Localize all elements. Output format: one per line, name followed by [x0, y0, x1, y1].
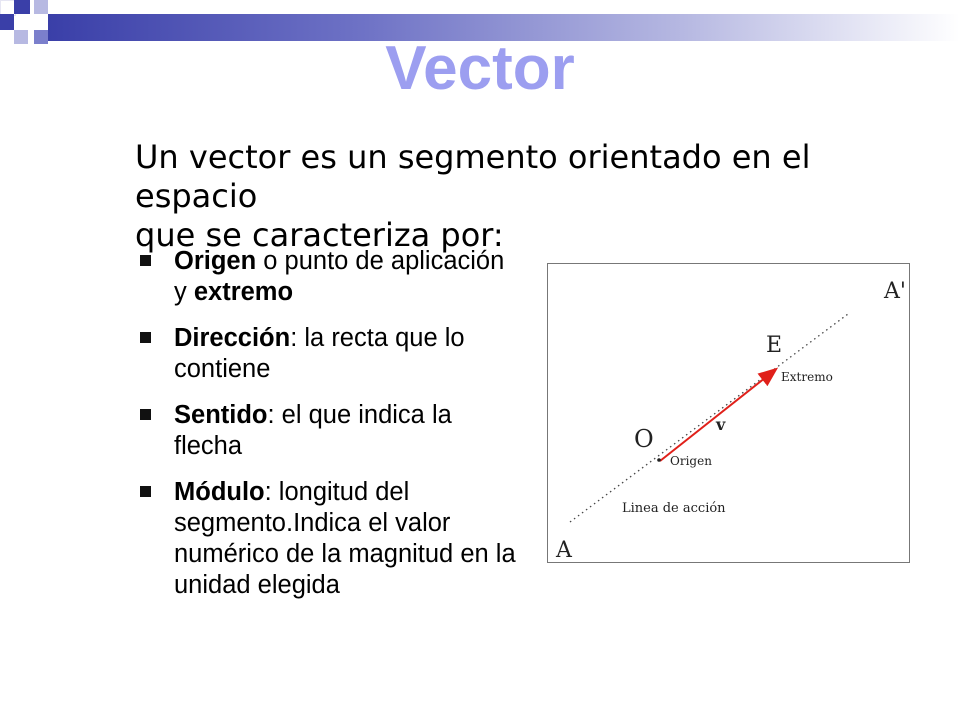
description: : longitud del segmento.Indica el valor numérico de la magnitud en la unidad elegida: [174, 478, 516, 599]
decor-square: [14, 0, 30, 14]
list-item: [140, 400, 520, 462]
label-extremo: Extremo: [781, 370, 833, 384]
bullet-square-icon: [140, 332, 151, 343]
label-e: E: [766, 333, 783, 358]
origin-point: [657, 458, 661, 462]
label-origen: Origen: [670, 454, 712, 468]
vector-diagram: [547, 263, 910, 563]
label-o: O: [634, 425, 654, 453]
decor-square: [34, 0, 48, 14]
label-a: A: [556, 538, 572, 562]
list-item: [140, 246, 520, 308]
description: : la recta que lo contiene: [174, 324, 465, 383]
bullet-square-icon: [140, 486, 151, 497]
decor-square: [0, 14, 14, 30]
term: Origen: [174, 247, 257, 275]
label-v: v: [716, 415, 726, 434]
term: Dirección: [174, 324, 291, 352]
list-item: [140, 477, 520, 601]
vector-diagram-svg: [548, 264, 909, 562]
line-of-action: [570, 314, 848, 522]
label-a-prime: A': [884, 279, 906, 304]
description: o punto de aplicación y: [174, 247, 505, 306]
bullet-square-icon: [140, 255, 151, 266]
description: : el que indica la flecha: [174, 401, 452, 460]
bullet-square-icon: [140, 409, 151, 420]
property-list: [140, 246, 520, 616]
intro-text: [135, 138, 935, 255]
slide-title: Vector: [385, 34, 575, 103]
term: Módulo: [174, 478, 265, 506]
list-item: [140, 323, 520, 385]
intro-line-2: que se caracteriza por:: [135, 216, 504, 254]
term: Sentido: [174, 401, 268, 429]
label-linea-de-accion: Linea de acción: [622, 501, 726, 516]
intro-line-1: Un vector es un segmento orientado en el espacio: [135, 138, 811, 215]
term: extremo: [193, 278, 294, 306]
